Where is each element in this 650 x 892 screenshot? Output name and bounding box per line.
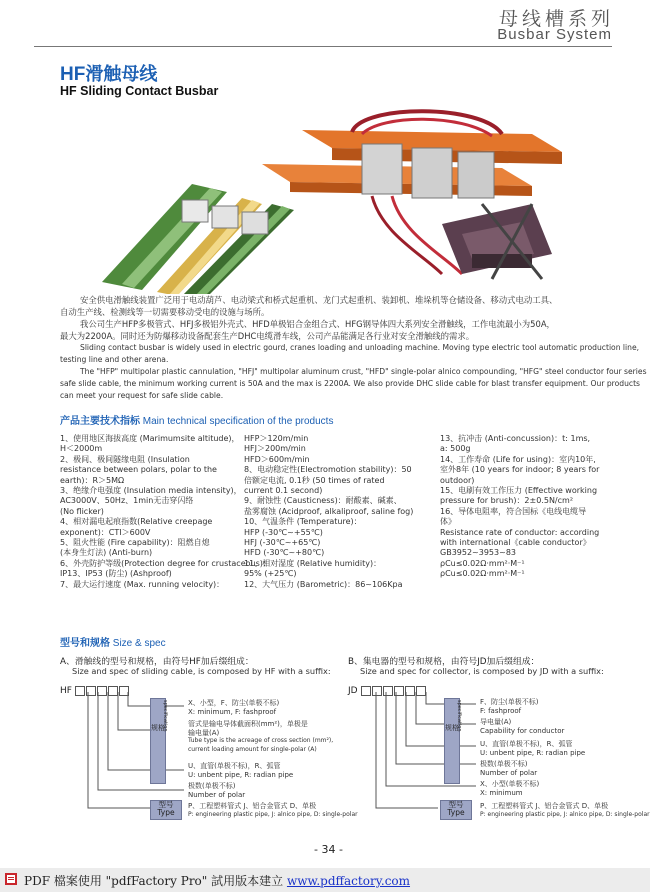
a-code: HF (60, 685, 72, 696)
spec-line: 10、气温条件 (Temperature)： (244, 517, 362, 527)
spec-column-1 (60, 434, 271, 590)
b-item-text: 导电量(A) (480, 718, 512, 726)
b-item-5 (480, 780, 539, 797)
spec-line: 4、相对漏电起痕指数(Relative creepage (60, 517, 213, 527)
title-cn-text: 滑触母线 (85, 64, 158, 84)
spec-column-3 (440, 434, 599, 580)
a-type-cn: 型号 (158, 800, 174, 809)
page-number: - 34 - (314, 843, 343, 856)
spec-line: 2、极间、极间隧缘电阻 (Insulation (60, 454, 190, 464)
spec-line: 14、工作寿命 (Life for using)：室内10年, (440, 454, 596, 464)
spec-line: 16、导体电阻率，符合国标《电线电缆导 (440, 506, 587, 516)
spec-line: HFD＞600m/min (244, 454, 310, 464)
a-item-text: X: minimum, F: fashproof (188, 707, 277, 716)
b-item-1 (480, 698, 539, 715)
spec-line: HFD (-30℃~+80℃) (244, 548, 325, 558)
a-item-1 (188, 699, 279, 716)
spec-line: HFJ (-30℃~+65℃) (244, 538, 321, 548)
b-spec-cn: 规格 (445, 724, 459, 732)
spec-line: earth)：R＞5MΩ (60, 475, 125, 485)
a-type-box (150, 800, 182, 820)
b-title-cn: B、集电器的型号和规格，由符号JD加后缀组成： (348, 657, 540, 667)
spec-line: ρCu≤0.02Ω·mm²·M⁻¹ (440, 569, 525, 579)
b-item-text: F、防尘(单极不标) (480, 698, 539, 706)
spec-line: HFJ＞200m/min (244, 444, 306, 454)
b-item-text: P: engineering plastic pipe, J: alnico pipe, D: single-polar (480, 810, 650, 818)
title-code: HF (60, 64, 86, 85)
b-code: JD (348, 685, 358, 696)
b-type-en: Type (447, 808, 465, 817)
intro-line: The "HFP" multipolar plastic cannulation, "HFJ" multipolar aluminum crust, "HFD" single-polar alnico compounding, "HFG" steel conductor four series (80, 367, 647, 376)
spec-line: 3、绝缘介电强度 (Insulation media intensity)， (60, 486, 242, 496)
b-item-text: X、小型(单极不标) (480, 780, 540, 788)
spec-line: exponent)：CTI＞600V (60, 527, 151, 537)
spec-line: 室外8年 (10 years for indoor; 8 years for (440, 465, 600, 475)
header-divider (34, 46, 612, 47)
page-subtitle: HF Sliding Contact Busbar (60, 84, 219, 98)
intro-line: safe slide cable, the minimum working current is 50A and the max is 2200A. We also provide DHC slide cable for blast transfer equipment. Our products (60, 379, 641, 388)
intro-line: Sliding contact busbar is widely used in electric gourd, cranes loading and unloading machine. Moving type electric tool automatic production line, (80, 343, 640, 352)
spec-line: H＜2000m (60, 444, 103, 454)
spec-line: pressure for brush)：2±0.5N/cm² (440, 496, 574, 506)
collector-assembly (262, 111, 562, 279)
a-spec-cn: 规格 (151, 724, 165, 732)
spec-line: current 0.1 second) (244, 486, 323, 496)
intro-line: testing line and other arena. (60, 355, 169, 364)
a-item-3 (188, 762, 293, 779)
spec-line: 体》 (440, 517, 456, 527)
spec-line: GB3952~3953~83 (440, 548, 516, 558)
b-item-text: F: fashproof (480, 706, 522, 715)
spec-line: with international《cable conductor》 (440, 538, 591, 548)
a-item-text: 极数(单极不标) (188, 782, 236, 790)
spec-line: 6、外壳防护等级(Protection degree for crustaceous)： (60, 558, 271, 568)
b-title-en: Size and spec for collector, is composed by JD with a suffix: (360, 666, 604, 676)
b-item-4 (480, 760, 537, 777)
tech-spec-heading (60, 412, 333, 427)
b-item-3 (480, 740, 585, 757)
footer-text (24, 872, 410, 889)
spec-line: 7、最大运行速度 (Max. running velocity)： (60, 579, 225, 589)
a-item-text: 输电量(A) (188, 728, 220, 737)
b-spec-en: specification (456, 700, 462, 732)
spec-line: 95% (+25℃) (244, 569, 297, 579)
size-spec-title-cn: 型号和规格 (60, 638, 110, 649)
a-item-text: current loading amount for single-polar (A) (188, 745, 317, 753)
a-item-text: U: unbent pipe, R: radian pipe (188, 770, 294, 779)
spec-line: 5、阻火性能 (Fire capability)：阻燃自熄 (60, 538, 210, 548)
b-item-text: P、工程塑料管式 J、铝合金管式 D、单极 (480, 802, 609, 810)
spec-line: IP13、IP53 (防尘) (Ashproof) (60, 569, 172, 579)
b-item-text: U: unbent pipe, R: radian pipe (480, 748, 586, 757)
b-item-text: Capability for conductor (480, 726, 565, 735)
spec-line: (本身生灯法) (Anti-burn) (60, 548, 153, 558)
spec-line: ρCu≤0.02Ω·mm²·M⁻¹ (440, 558, 525, 568)
a-item-text: P、工程塑料管式 J、铝合金管式 D、单极 (188, 802, 317, 810)
spec-line: 8、电动稳定性(Electromotion stability)：50 (244, 465, 412, 475)
a-type-en: Type (157, 808, 175, 817)
b-type-cn: 型号 (448, 800, 464, 809)
intro-line: 自动生产线、检测线等一切需要移动受电的设施与场所。 (60, 307, 270, 317)
a-item-text: Number of polar (188, 790, 246, 799)
a-item-4 (188, 782, 245, 799)
spec-line: (No flicker) (60, 506, 104, 516)
intro-line: can meet your request for safe slide cable. (60, 391, 224, 400)
pdf-icon (4, 872, 18, 886)
spec-line: 13、抗冲击 (Anti-concussion)：t: 1ms, (440, 434, 591, 443)
intro-line: 最大为2200A。同时还为防爆移动设备配套生产DHC电缆滑车线，公司产品能满足各行业对安全滑触线的需求。 (60, 331, 475, 341)
spec-line: AC3000V、50Hz、1min无击穿闪络 (60, 496, 194, 506)
spec-line: 11、相对湿度 (Relative humidity)： (244, 558, 382, 568)
size-spec-title-en: Size & spec (112, 638, 166, 649)
b-type-box (440, 800, 472, 820)
product-photo (62, 104, 572, 294)
spec-line: 12、大气压力 (Barometric)：86~106Kpa (244, 579, 403, 589)
b-item-text: Number of polar (480, 768, 538, 777)
a-item-text: U、直管(单极不标)，R、弧管 (188, 762, 281, 770)
b-item-text: 极数(单极不标) (480, 760, 528, 768)
spec-line: HFP＞120m/min (244, 434, 309, 443)
spec-line: 15、电刷有效工作压力 (Effective working (440, 486, 598, 496)
intro-line: 我公司生产HFP多极管式、HFJ多极铝外壳式、HFD单极铝合金组合式、HFG钢导体四大系列安全滑触线，工作电流最小为50A， (80, 319, 555, 329)
spec-line: outdoor) (440, 475, 475, 485)
intro-line: 安全供电滑触线装置广泛用于电动葫芦、电动梁式和桥式起重机、龙门式起重机、装卸机、堆垛机等仓储设备、移动式电动工具、 (80, 295, 558, 305)
a-item-text: X、小型，F、防尘(单极不标) (188, 699, 280, 707)
spec-line: HFP (-30℃~+55℃) (244, 527, 323, 537)
b-item-text: U、直管(单极不标)，R、弧管 (480, 740, 573, 748)
footer-link[interactable]: www.pdffactory.com (286, 874, 411, 888)
page-title (60, 60, 157, 86)
spec-line: Resistance rate of conductor: according (440, 527, 600, 537)
size-spec-heading (60, 634, 166, 649)
b-item-6 (480, 802, 650, 819)
spec-line: a: 500g (440, 444, 471, 454)
series-title-cn: 母线槽系列 (498, 8, 614, 30)
a-item-text: 管式是输电导体截面积(mm²)，单极是 (188, 720, 308, 728)
spec-line: 1、使用地区海拔高度 (Marimumsite altitude)， (60, 434, 240, 443)
series-title-en: Busbar System (497, 26, 612, 43)
footer-prefix: PDF 檔案使用 "pdfFactory Pro" 試用版本建立 (24, 874, 284, 888)
spec-line: 9、耐蚀性 (Causticness)：耐酸素、碱素、 (244, 496, 402, 506)
tech-spec-title-en: Main technical specification of the products (142, 416, 334, 427)
spec-column-2 (244, 434, 413, 590)
spec-line: 盐雾腐蚀 (Acidproof, alkaliproof, saline fog) (244, 506, 414, 516)
b-item-text: X: minimum (480, 788, 523, 797)
a-item-5 (188, 802, 358, 819)
a-spec-en: specification (162, 700, 168, 732)
tech-spec-title-cn: 产品主要技术指标 (60, 416, 140, 427)
a-item-2 (188, 720, 333, 754)
spec-line: 倍额定电流, 0.1秒 (50 times of rated (244, 475, 385, 485)
a-title-en: Size and spec of sliding cable, is composed by HF with a suffix: (72, 666, 331, 676)
a-title-cn: A、滑触线的型号和规格，由符号HF加后缀组成： (60, 657, 254, 667)
spec-line: resistance between polars, polar to the (60, 465, 217, 475)
a-item-text: P: engineering plastic pipe, J: alnico pipe, D: single-polar (188, 810, 358, 818)
b-item-2 (480, 718, 564, 735)
a-item-text: Tube type is the acreage of cross section (mm²), (188, 737, 334, 745)
